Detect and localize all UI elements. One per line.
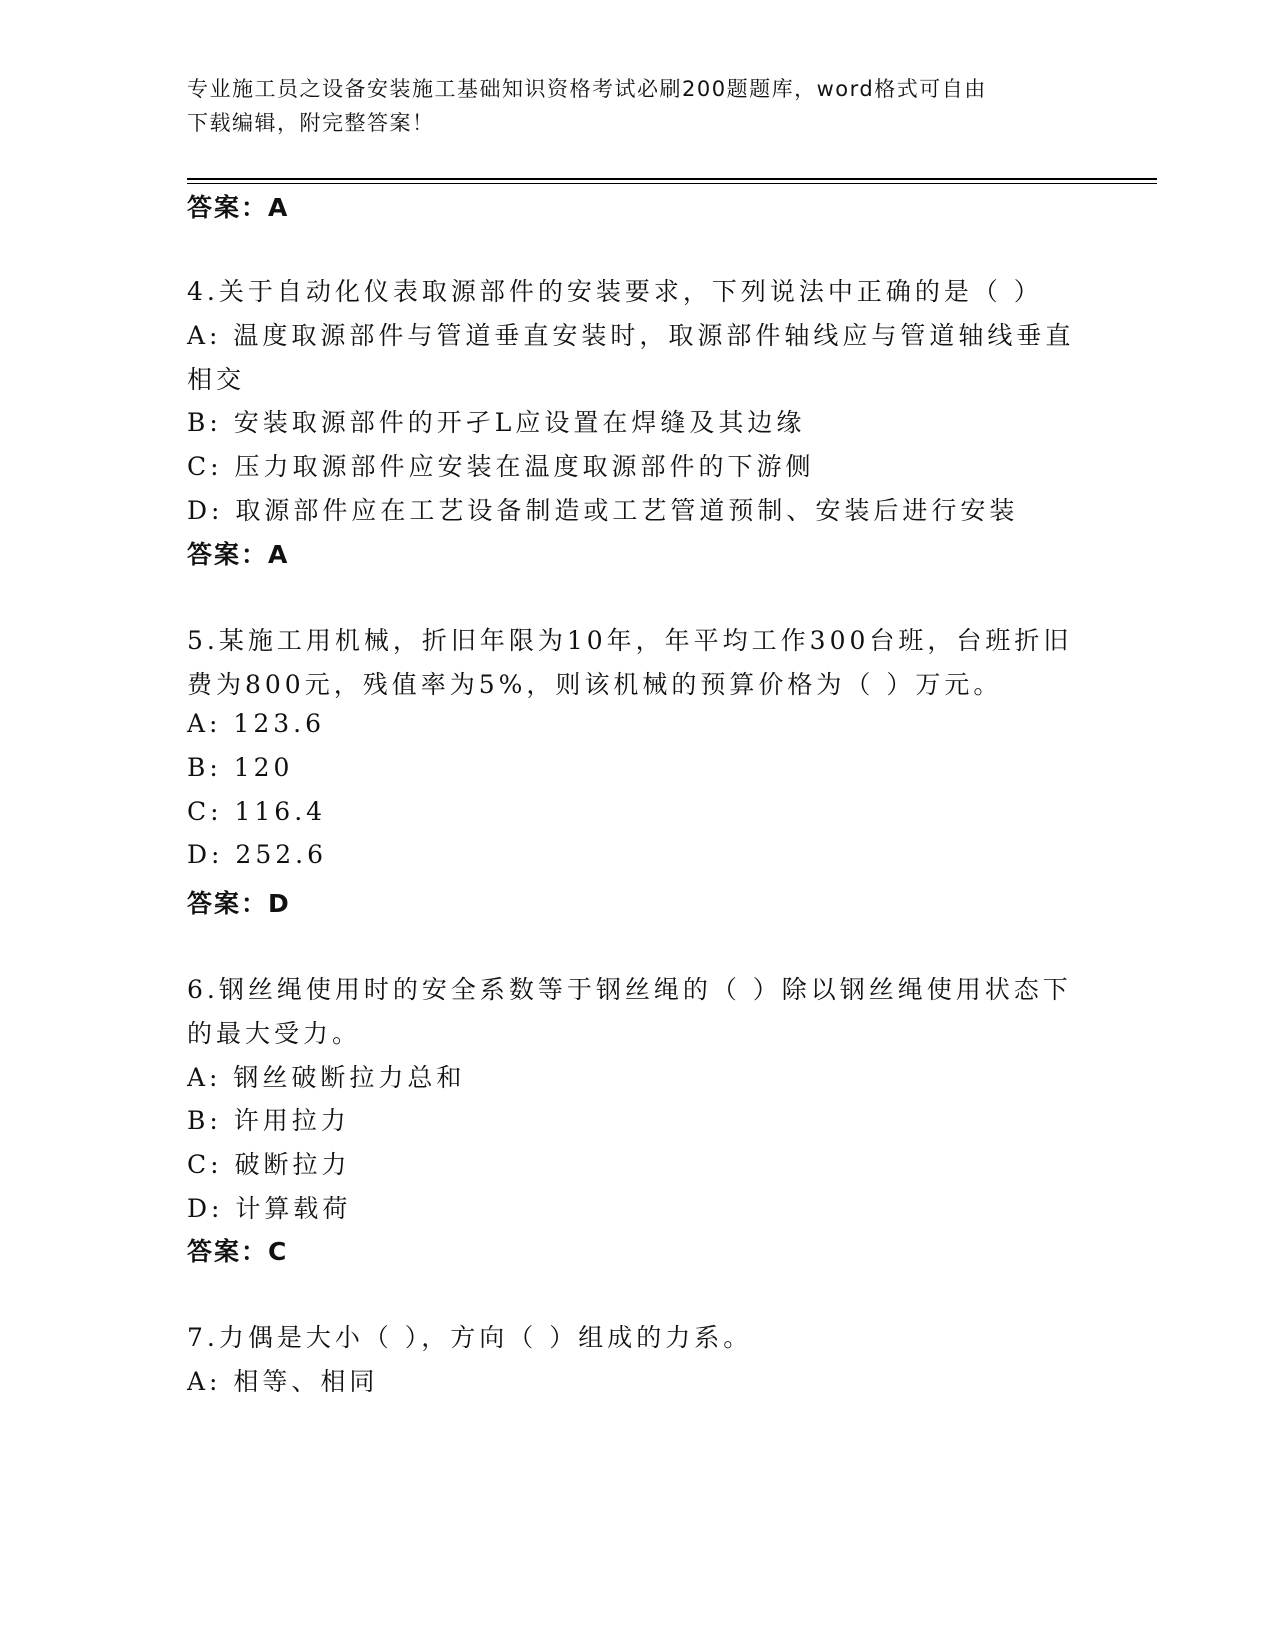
question-4-option-a-cont: 相交: [187, 365, 246, 394]
question-4-answer: 答案：A: [187, 540, 290, 569]
header-rule-thin: [187, 183, 1157, 184]
question-6-answer: 答案：C: [187, 1237, 289, 1266]
document-header: [187, 72, 1087, 140]
question-7-stem: 7.力偶是大小（ ），方向（ ）组成的力系。: [187, 1323, 753, 1352]
question-5-stem-line-1: 5.某施工用机械，折旧年限为10年，年平均工作300台班，台班折旧: [187, 626, 1073, 655]
question-6-stem-line-1: 6.钢丝绳使用时的安全系数等于钢丝绳的（ ）除以钢丝绳使用状态下: [187, 975, 1072, 1004]
question-7-option-a: A: 相等、相同: [187, 1367, 379, 1396]
header-line-2: 下载编辑，附完整答案！: [187, 111, 435, 135]
question-5-option-a: A: 123.6: [187, 709, 325, 738]
answer-q3: 答案：A: [187, 193, 290, 222]
question-6-option-a: A: 钢丝破断拉力总和: [187, 1063, 466, 1092]
question-6-stem-line-2: 的最大受力。: [187, 1019, 362, 1048]
question-6-option-d: D: 计算载荷: [187, 1194, 352, 1223]
question-5-answer: 答案：D: [187, 889, 291, 918]
question-4-stem: 4.关于自动化仪表取源部件的安装要求，下列说法中正确的是（ ）: [187, 277, 1043, 306]
question-4-option-d: D: 取源部件应在工艺设备制造或工艺管道预制、安装后进行安装: [187, 496, 1019, 525]
header-rule-thick: [187, 178, 1157, 180]
question-5-stem-line-2: 费为800元，残值率为5%，则该机械的预算价格为（ ）万元。: [187, 670, 1003, 699]
question-4-option-c: C: 压力取源部件应安装在温度取源部件的下游侧: [187, 452, 815, 481]
question-5-option-d: D: 252.6: [187, 840, 327, 869]
question-4-option-b: B: 安装取源部件的开孑L应设置在焊缝及其边缘: [187, 408, 806, 437]
header-line-1: 专业施工员之设备安装施工基础知识资格考试必刷200题题库，word格式可自由: [187, 77, 987, 101]
question-6-option-c: C: 破断拉力: [187, 1150, 351, 1179]
question-4-option-a: A: 温度取源部件与管道垂直安装时，取源部件轴线应与管道轴线垂直: [187, 321, 1075, 350]
question-6-option-b: B: 许用拉力: [187, 1106, 350, 1135]
question-5-option-b: B: 120: [187, 753, 294, 782]
question-5-option-c: C: 116.4: [187, 797, 327, 826]
